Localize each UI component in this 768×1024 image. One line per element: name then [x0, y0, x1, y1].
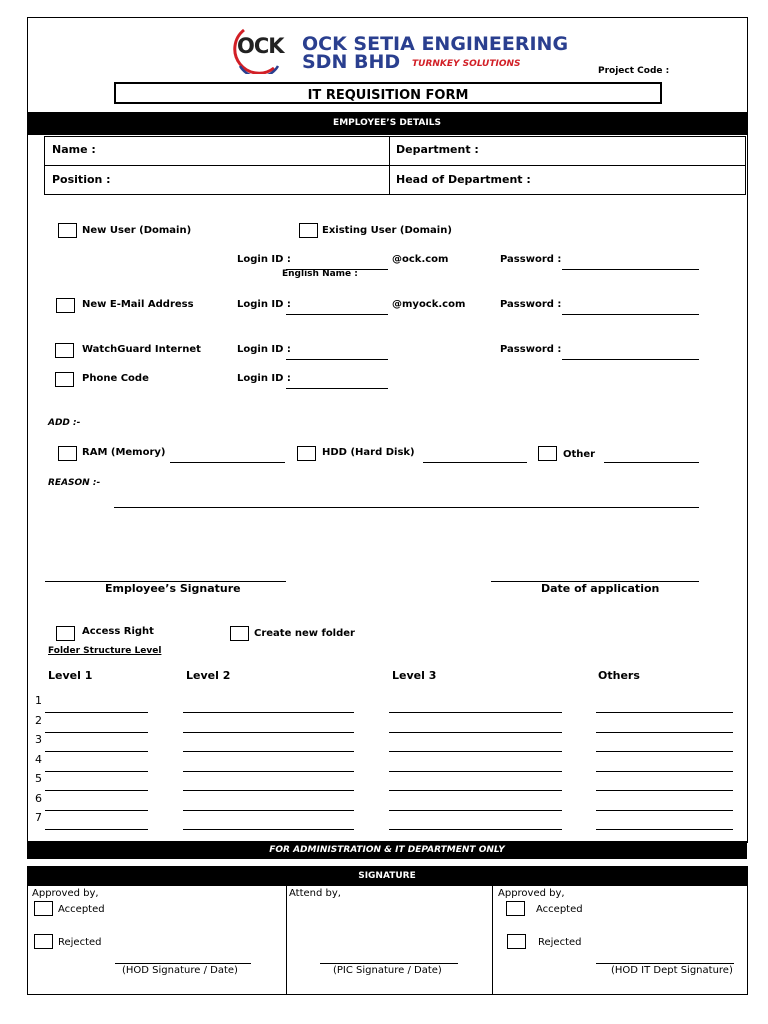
- folder-level-4-row-field[interactable]: [596, 771, 733, 772]
- pic-signature-label: (PIC Signature / Date): [333, 965, 442, 976]
- others-header: Others: [598, 669, 640, 682]
- folder-level-4-row-field[interactable]: [596, 790, 733, 791]
- new-user-label: New User (Domain): [82, 225, 192, 236]
- folder-level-2-row-field[interactable]: [183, 829, 354, 830]
- folder-level-4-row-field[interactable]: [596, 712, 733, 713]
- it-rejected-checkbox[interactable]: [507, 934, 526, 949]
- position-label: Position :: [52, 173, 111, 186]
- folder-level-2-row-field[interactable]: [183, 790, 354, 791]
- hdd-field[interactable]: [423, 462, 527, 463]
- folder-row-number: 6: [35, 791, 42, 805]
- folder-row-number: 5: [35, 772, 42, 785]
- hod-accepted-label: Accepted: [58, 904, 105, 915]
- folder-row-number: 1: [35, 694, 42, 707]
- admin-only-bar: [27, 841, 747, 859]
- folder-level-3-row-field[interactable]: [389, 751, 562, 752]
- email-password-field[interactable]: [562, 314, 699, 315]
- level-2-header: Level 2: [186, 669, 231, 682]
- form-title: IT REQUISITION FORM: [307, 88, 469, 103]
- folder-row-number: 7: [35, 811, 42, 824]
- folder-level-3-row-field[interactable]: [389, 790, 562, 791]
- ram-label: RAM (Memory): [82, 447, 166, 458]
- domain-password-label: Password :: [500, 254, 562, 265]
- attend-by-label: Attend by,: [289, 888, 341, 899]
- hod-signature-line[interactable]: [115, 963, 251, 964]
- folder-level-4-row-field[interactable]: [596, 732, 733, 733]
- folder-level-3-row-field[interactable]: [389, 771, 562, 772]
- phone-login-id-field[interactable]: [286, 388, 388, 389]
- create-folder-checkbox[interactable]: [230, 626, 249, 641]
- hod-approved-by-label: Approved by,: [32, 888, 99, 899]
- date-of-application-label: Date of application: [541, 582, 660, 595]
- folder-level-1-row-field[interactable]: [45, 790, 148, 791]
- ock-domain-label: @ock.com: [392, 254, 449, 265]
- it-approved-by-label: Approved by,: [498, 888, 565, 899]
- name-label: Name :: [52, 143, 96, 156]
- folder-row-number: 3: [35, 733, 42, 746]
- hod-it-signature-label: (HOD IT Dept Signature): [611, 965, 733, 976]
- folder-level-2-row-field[interactable]: [183, 712, 354, 713]
- new-email-label: New E-Mail Address: [82, 299, 194, 310]
- hdd-label: HDD (Hard Disk): [322, 447, 415, 458]
- watchguard-login-id-field[interactable]: [286, 359, 388, 360]
- company-name-line2: SDN BHD: [302, 51, 401, 73]
- folder-level-4-row-field[interactable]: [596, 751, 733, 752]
- folder-row-number: 4: [35, 752, 42, 766]
- folder-level-1-row-field[interactable]: [45, 810, 148, 811]
- watchguard-login-id-label: Login ID :: [237, 344, 291, 355]
- phone-code-checkbox[interactable]: [55, 372, 74, 387]
- myock-domain-label: @myock.com: [392, 299, 466, 310]
- other-field[interactable]: [604, 462, 699, 463]
- hod-rejected-label: Rejected: [58, 937, 102, 948]
- employee-details-title: EMPLOYEE’S DETAILS: [333, 118, 441, 128]
- folder-level-4-row-field[interactable]: [596, 810, 733, 811]
- level-1-header: Level 1: [48, 669, 93, 682]
- folder-level-4-row-field[interactable]: [596, 829, 733, 830]
- employee-signature-label: Employee’s Signature: [105, 582, 241, 595]
- email-password-label: Password :: [500, 299, 562, 310]
- hdd-checkbox[interactable]: [297, 446, 316, 461]
- ram-field[interactable]: [170, 462, 285, 463]
- reason-field[interactable]: [114, 507, 699, 508]
- form-title-box: [114, 82, 662, 104]
- folder-structure-label: Folder Structure Level: [48, 646, 162, 656]
- it-accepted-label: Accepted: [536, 904, 583, 915]
- folder-level-1-row-field[interactable]: [45, 732, 148, 733]
- folder-level-2-row-field[interactable]: [183, 732, 354, 733]
- watchguard-password-field[interactable]: [562, 359, 699, 360]
- add-label: ADD :-: [48, 418, 81, 428]
- level-3-header: Level 3: [392, 669, 437, 682]
- new-user-checkbox[interactable]: [58, 223, 77, 238]
- english-name-label: English Name :: [282, 269, 358, 279]
- logo-mark: OCK: [237, 34, 284, 58]
- hod-it-signature-line[interactable]: [596, 963, 734, 964]
- existing-user-label: Existing User (Domain): [322, 225, 452, 236]
- new-email-checkbox[interactable]: [56, 298, 75, 313]
- folder-level-1-row-field[interactable]: [45, 771, 148, 772]
- signature-divider-2: [492, 886, 493, 994]
- access-right-label: Access Right: [82, 626, 154, 637]
- name-cell[interactable]: [44, 136, 390, 166]
- it-rejected-label: Rejected: [538, 937, 582, 948]
- phone-login-id-label: Login ID :: [237, 373, 291, 384]
- folder-level-2-row-field[interactable]: [183, 751, 354, 752]
- watchguard-label: WatchGuard Internet: [82, 344, 201, 355]
- folder-level-1-row-field[interactable]: [45, 829, 148, 830]
- folder-level-2-row-field[interactable]: [183, 810, 354, 811]
- hod-accepted-checkbox[interactable]: [34, 901, 53, 916]
- pic-signature-line[interactable]: [320, 963, 458, 964]
- folder-level-1-row-field[interactable]: [45, 712, 148, 713]
- access-right-checkbox[interactable]: [56, 626, 75, 641]
- watchguard-password-label: Password :: [500, 344, 562, 355]
- signature-title: SIGNATURE: [358, 871, 416, 881]
- other-checkbox[interactable]: [538, 446, 557, 461]
- folder-level-3-row-field[interactable]: [389, 712, 562, 713]
- create-folder-label: Create new folder: [254, 628, 355, 639]
- hod-signature-label: (HOD Signature / Date): [122, 965, 238, 976]
- ram-checkbox[interactable]: [58, 446, 77, 461]
- existing-user-checkbox[interactable]: [299, 223, 318, 238]
- folder-level-1-row-field[interactable]: [45, 751, 148, 752]
- admin-only-title: FOR ADMINISTRATION & IT DEPARTMENT ONLY: [269, 845, 505, 855]
- folder-level-3-row-field[interactable]: [389, 810, 562, 811]
- other-label: Other: [563, 449, 596, 460]
- hod-label: Head of Department :: [396, 173, 531, 186]
- signature-divider-1: [286, 886, 287, 994]
- company-name-line1: OCK SETIA ENGINEERING: [302, 33, 569, 55]
- email-login-id-field[interactable]: [286, 314, 388, 315]
- employee-details-bar: [27, 112, 747, 135]
- hod-rejected-checkbox[interactable]: [34, 934, 53, 949]
- folder-level-3-row-field[interactable]: [389, 732, 562, 733]
- folder-row-number: 2: [35, 713, 42, 727]
- company-tagline: TURNKEY SOLUTIONS: [412, 59, 521, 69]
- folder-level-2-row-field[interactable]: [183, 771, 354, 772]
- email-login-id-label: Login ID :: [237, 299, 291, 310]
- watchguard-checkbox[interactable]: [55, 343, 74, 358]
- signature-bar: [27, 866, 747, 886]
- company-logo: [230, 22, 300, 74]
- reason-label: REASON :-: [48, 478, 101, 488]
- department-label: Department :: [396, 143, 479, 156]
- it-accepted-checkbox[interactable]: [506, 901, 525, 916]
- project-code-label: Project Code :: [598, 66, 670, 76]
- folder-level-3-row-field[interactable]: [389, 829, 562, 830]
- domain-login-id-label: Login ID :: [237, 254, 291, 265]
- domain-password-field[interactable]: [562, 269, 699, 270]
- phone-code-label: Phone Code: [82, 373, 149, 384]
